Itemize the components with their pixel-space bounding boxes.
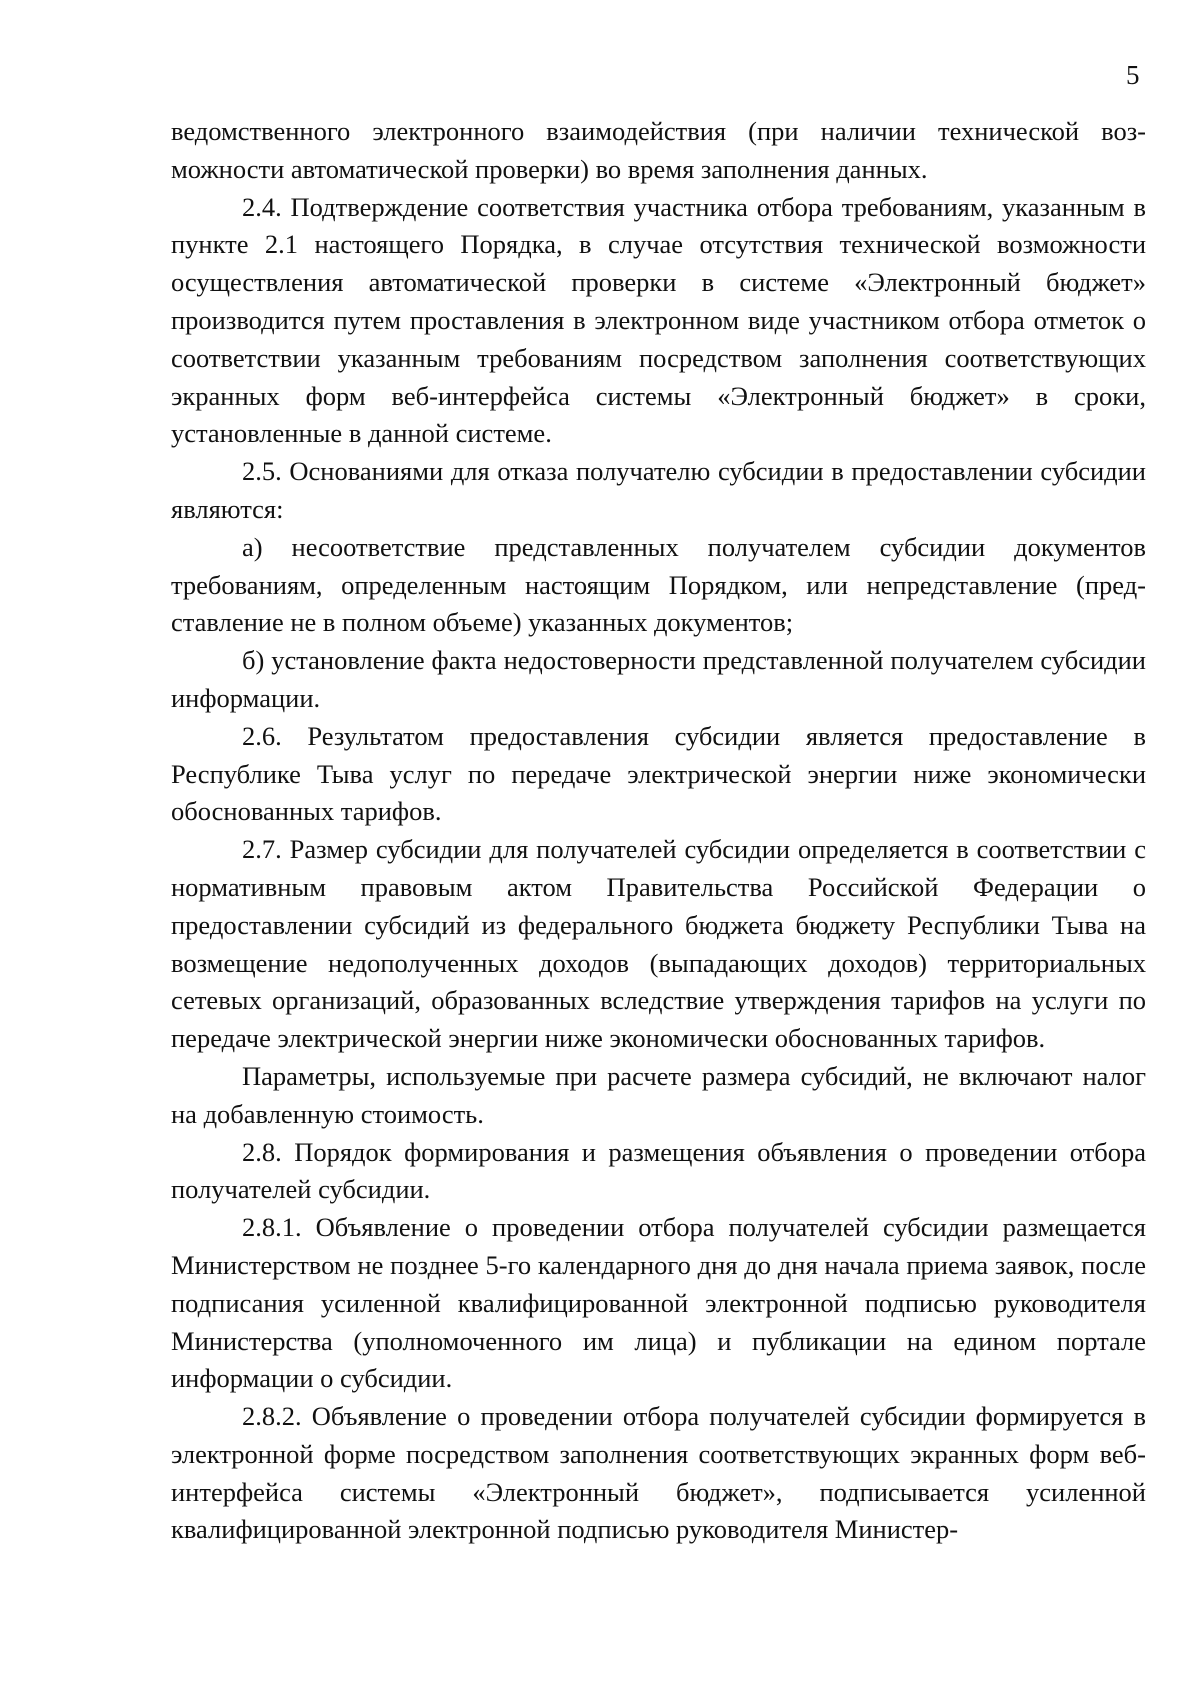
- paragraph-continuation: ведомственного электронного взаимодействия (при наличии технической возможности автоматической проверки) во время заполнения данных.: [171, 116, 1146, 184]
- paragraph-2-8: 2.8. Порядок формирования и размещения объявления о проведении отбора получателей субсидии.: [171, 1136, 1146, 1205]
- paragraph-parameters: Параметры, используемые при расчете размера субсидий, не включают налог на добавленную стоимость.: [171, 1060, 1146, 1129]
- paragraph-2-8-1: 2.8.1. Объявление о проведении отбора получателей субсидии размещается Министерством не позднее 5-го календарного дня до дня начала приема заявок, после подписания усиленной квалифицированной электронной подписью руководителя Министерства (уполномоченного им лица) и публикации на едином портале информации о субсидии.: [171, 1212, 1146, 1394]
- paragraph-2-5-a: а) несоответствие представленных получателем субсидии документов требованиям, определенным настоящим Порядком, или непредставление (представление не в полном объеме) указанных документов;: [171, 531, 1146, 638]
- document-body: [171, 113, 1146, 1549]
- paragraph-2-4: 2.4. Подтверждение соответствия участника отбора требованиям, указанным в пункте 2.1 настоящего Порядка, в случае отсутствия технической возможности осуществления автоматической проверки в системе «Электронный бюджет» производится путем проставления в электронном виде участником отбора отметок о соответствии указанным требованиям посредством заполнения соответствующих экранных форм веб-интерфейса системы «Электронный бюджет» в сроки, установленные в данной системе.: [171, 191, 1146, 449]
- paragraph-2-6: 2.6. Результатом предоставления субсидии является предоставление в Республике Тыва услуг по передаче электрической энергии ниже экономически обоснованных тарифов.: [171, 720, 1146, 827]
- page-number: 5: [1126, 60, 1140, 90]
- paragraph-2-5-b: б) установление факта недостоверности представленной получателем субсидии информации.: [171, 645, 1146, 713]
- paragraph-2-8-2: 2.8.2. Объявление о проведении отбора получателей субсидии формируется в электронной форме посредством заполнения соответствующих экранных форм веб-интерфейса системы «Электронный бюджет», подписывается усиленной квалифицированной электронной подписью руководителя Министер-: [171, 1401, 1146, 1545]
- paragraph-2-7: 2.7. Размер субсидии для получателей субсидии определяется в соответствии с нормативным правовым актом Правительства Российской Федерации о предоставлении субсидий из федерального бюджета бюджету Республики Тыва на возмещение недополученных доходов (выпадающих доходов) территориальных сетевых организаций, образованных вследствие утверждения тарифов на услуги по передаче электрической энергии ниже экономически обоснованных тарифов.: [171, 834, 1146, 1054]
- paragraph-2-5: 2.5. Основаниями для отказа получателю субсидии в предоставлении субсидии являются:: [171, 456, 1146, 524]
